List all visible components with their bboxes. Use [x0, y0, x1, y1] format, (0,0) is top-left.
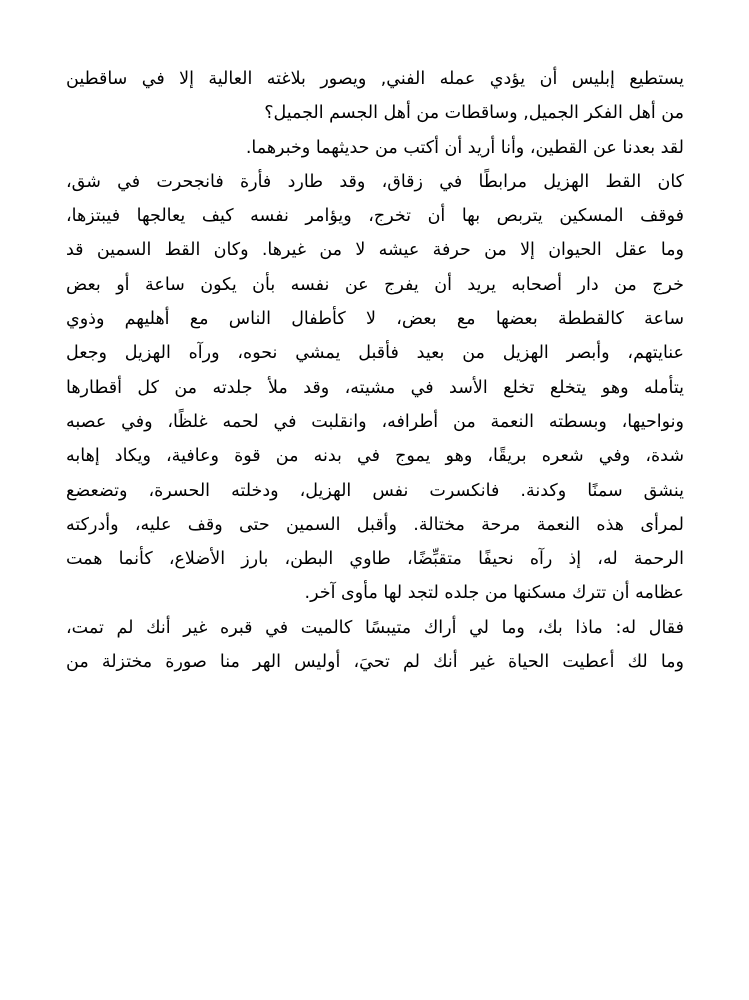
- text-line: يستطيع إبليس أن يؤدي عمله الفني, ويصور بلاغته العالية إلا في ساقطين: [66, 69, 684, 89]
- text-line: ونواحيها، وبسطته النعمة من أطرافه، وانقلبت في لحمه غلظًا، وفي عصبه: [66, 411, 684, 432]
- body-text: [66, 62, 684, 679]
- text-line: الرحمة له، إذ رآه نحيفًا متقبِّضًا، طاوي البطن، بارز الأضلاع، كأنما همت: [66, 549, 684, 570]
- text-line: فقال له: ماذا بك، وما لي أراك متيبسًا كالميت في قبره غير أنك لم تمت،: [66, 617, 684, 638]
- text-line: كان القط الهزيل مرابطًا في زقاق، وقد طارد فأرة فانجحرت في شق،: [66, 171, 684, 192]
- text-line: عنايتهم، وأبصر الهزيل من بعيد فأقبل يمشي نحوه، ورآه الهزيل وجعل: [66, 343, 684, 364]
- text-line: يتأمله وهو يتخلع تخلع الأسد في مشيته، وقد ملأ جلدته من كل أقطارها: [66, 377, 684, 398]
- text-line: عظامه أن تترك مسكنها من جلده لتجد لها مأوى آخر.: [304, 583, 684, 604]
- text-line: ساعة كالقططة بعضها مع بعض، لا كأطفال الناس مع أهليهم وذوي: [66, 309, 684, 330]
- text-line: من أهل الفكر الجميل, وساقطات من أهل الجسم الجميل؟: [264, 103, 684, 124]
- text-line: شدة، وفي شعره بريقًا، وهو يموج في بدنه من قوة وعافية، ويكاد إهابه: [66, 446, 684, 467]
- text-line: وما عقل الحيوان إلا من حرفة عيشه لا من غيرها. وكان القط السمين قد: [66, 240, 684, 261]
- text-line: فوقف المسكين يتربص بها أن تخرج، ويؤامر نفسه كيف يعالجها فيبتزها،: [66, 206, 684, 227]
- text-line: لمرأى هذه النعمة مرحة مختالة. وأقبل السمين حتى وقف عليه، وأدركته: [66, 514, 684, 535]
- text-line: خرج من دار أصحابه يريد أن يفرج عن نفسه بأن يكون ساعة أو بعض: [66, 274, 684, 295]
- text-line: ينشق سمنًا وكدنة. فانكسرت نفس الهزيل، ودخلته الحسرة، وتضعضع: [66, 480, 684, 501]
- text-line: لقد بعدنا عن القطين، وأنا أريد أن أكتب من حديثهما وخبرهما.: [245, 137, 684, 158]
- text-line: وما لك أعطيت الحياة غير أنك لم تحيَ، أوليس الهر منا صورة مختزلة من: [66, 652, 684, 673]
